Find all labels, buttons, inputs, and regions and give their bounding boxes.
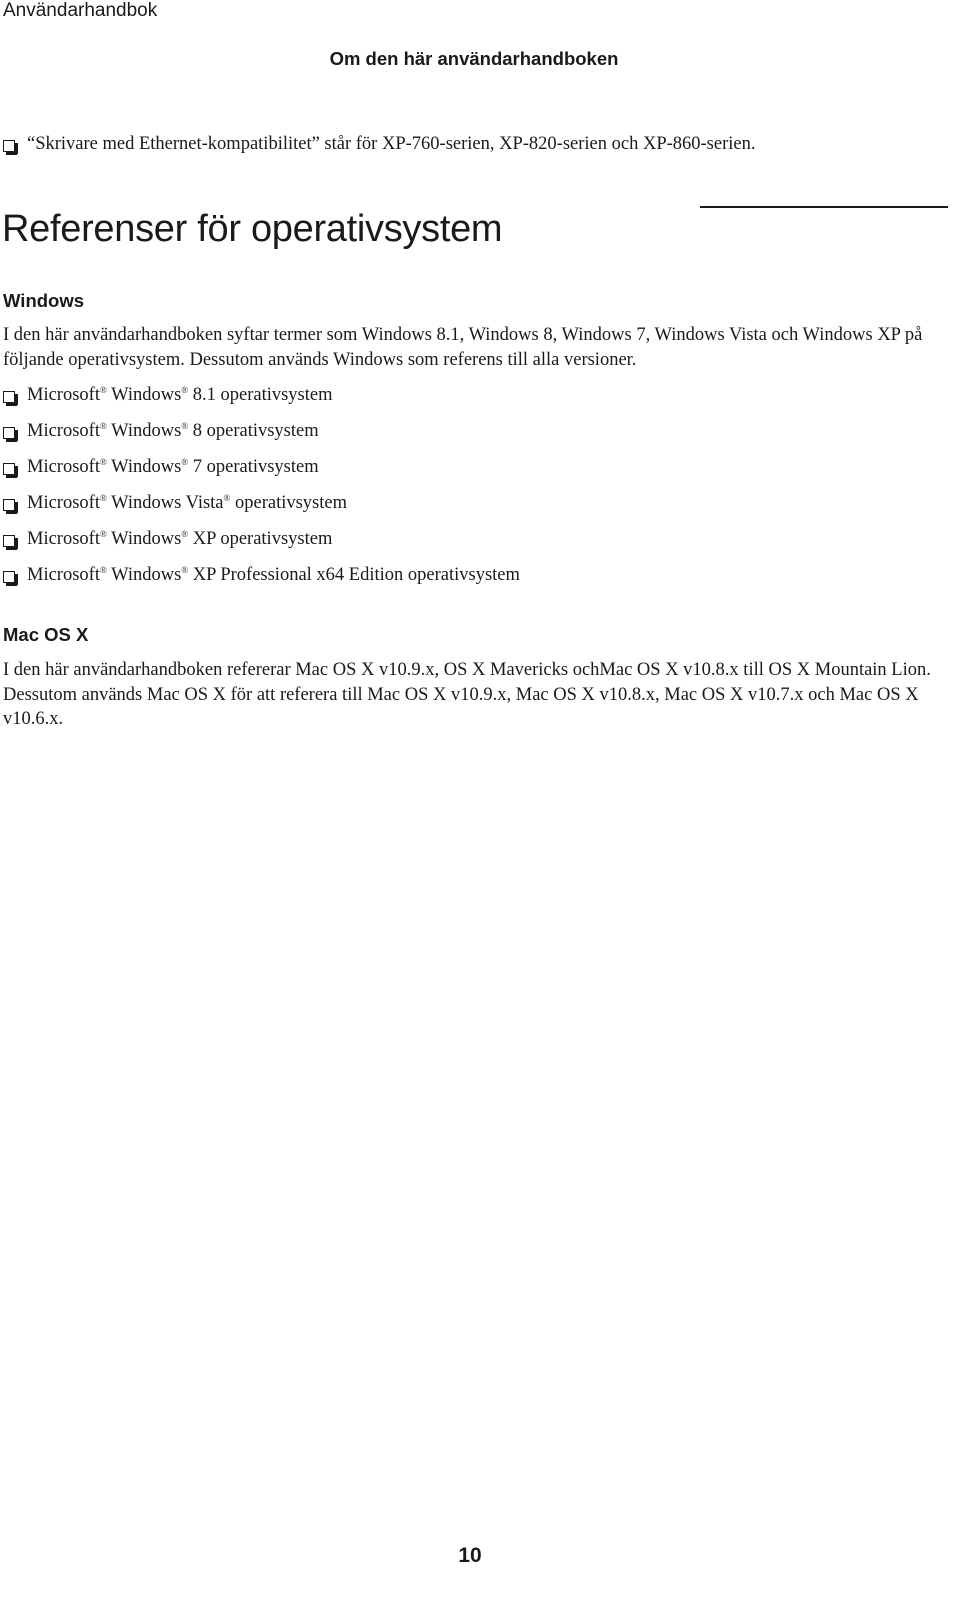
- checkbox-bullet-icon: [3, 427, 15, 439]
- list-item: Microsoft® Windows® 7 operativsystem: [27, 457, 319, 477]
- section-title: Om den här användarhandboken: [329, 48, 619, 69]
- windows-heading: Windows: [3, 290, 85, 311]
- chapter-title: Referenser för operativsystem: [2, 208, 503, 250]
- list-item: Microsoft® Windows® 8 operativsystem: [27, 421, 319, 441]
- list-item: Microsoft® Windows® 8.1 operativsystem: [27, 385, 333, 405]
- list-item: Microsoft® Windows® XP operativsystem: [27, 529, 333, 549]
- checkbox-bullet-icon: [3, 463, 15, 475]
- list-item: Microsoft® Windows® XP Professional x64 Edition operativsystem: [27, 565, 520, 585]
- chapter-rule: [700, 206, 948, 208]
- intro-bullet-text: “Skrivare med Ethernet-kompatibilitet” står för XP-760-serien, XP-820-serien och XP-860-serien.: [27, 134, 756, 154]
- windows-paragraph: I den här användarhandboken syftar termer som Windows 8.1, Windows 8, Windows 7, Windows Vista och Windows XP på följande operativsystem. Dessutom används Windows som referens till alla versioner.: [3, 325, 923, 370]
- page-number: 10: [458, 1544, 482, 1567]
- checkbox-bullet-icon: [3, 140, 15, 152]
- list-item: Microsoft® Windows Vista® operativsystem: [27, 493, 347, 513]
- macos-heading: Mac OS X: [3, 624, 89, 645]
- checkbox-bullet-icon: [3, 535, 15, 547]
- macos-paragraph: I den här användarhandboken refererar Mac OS X v10.9.x, OS X Mavericks ochMac OS X v10.8.x till OS X Mountain Lion. Dessutom används Mac OS X för att referera till Mac OS X v10.9.x, Mac OS X v10.8.x, Mac OS X v10.7.x och Mac OS X v10.6.x.: [3, 660, 931, 729]
- checkbox-bullet-icon: [3, 499, 15, 511]
- running-head: Användarhandbok: [3, 0, 158, 21]
- checkbox-bullet-icon: [3, 391, 15, 403]
- checkbox-bullet-icon: [3, 571, 15, 583]
